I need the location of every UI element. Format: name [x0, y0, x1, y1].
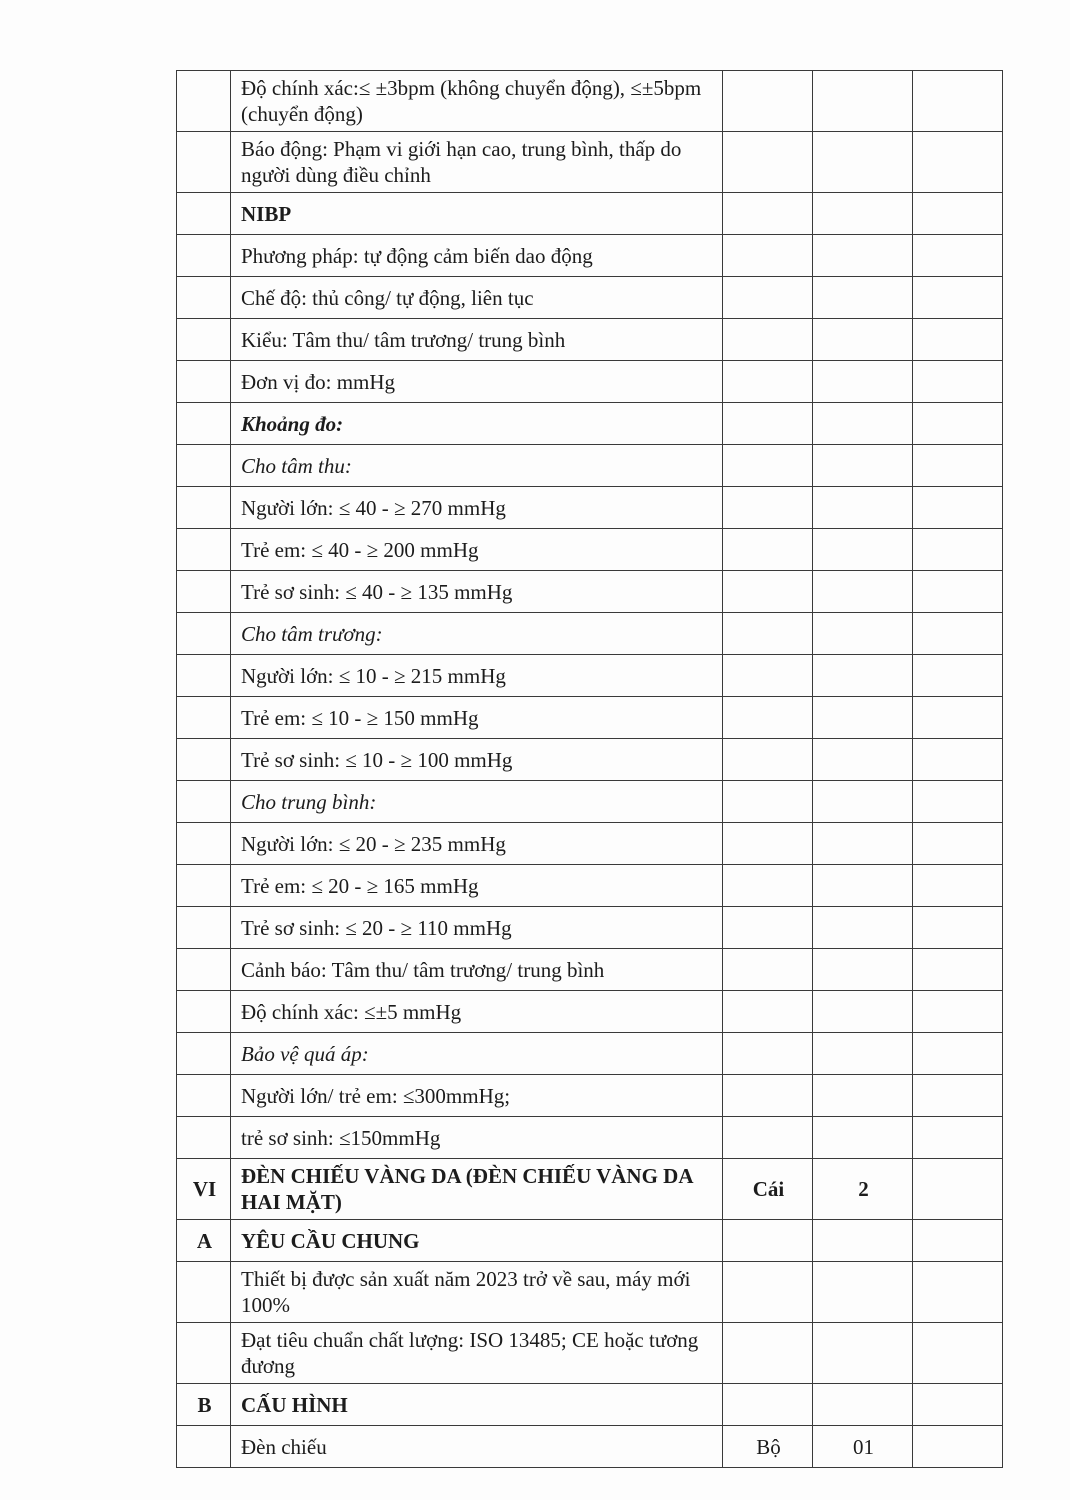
row-quantity-cell	[813, 1075, 913, 1117]
row-index-cell	[177, 1426, 231, 1468]
row-description-cell: Đạt tiêu chuẩn chất lượng: ISO 13485; CE hoặc tương đương	[231, 1323, 723, 1384]
row-index-cell	[177, 1117, 231, 1159]
row-index-cell	[177, 193, 231, 235]
table-row	[177, 71, 1003, 132]
table-row	[177, 1075, 1003, 1117]
row-index-cell	[177, 487, 231, 529]
row-quantity-cell	[813, 949, 913, 991]
row-index-cell	[177, 739, 231, 781]
row-description-cell: Kiểu: Tâm thu/ tâm trương/ trung bình	[231, 319, 723, 361]
row-index-cell	[177, 1323, 231, 1384]
row-index-cell	[177, 823, 231, 865]
row-note-cell	[913, 1323, 1003, 1384]
row-unit-cell	[723, 487, 813, 529]
row-note-cell	[913, 1384, 1003, 1426]
table-row	[177, 697, 1003, 739]
row-description-cell: YÊU CẦU CHUNG	[231, 1220, 723, 1262]
row-note-cell	[913, 1075, 1003, 1117]
table-row	[177, 403, 1003, 445]
row-description-cell: Độ chính xác: ≤±5 mmHg	[231, 991, 723, 1033]
spec-table-body	[177, 71, 1003, 1468]
row-note-cell	[913, 991, 1003, 1033]
table-row	[177, 361, 1003, 403]
row-note-cell	[913, 1262, 1003, 1323]
row-index-cell	[177, 697, 231, 739]
row-index-cell	[177, 319, 231, 361]
table-row	[177, 1117, 1003, 1159]
row-unit-cell	[723, 403, 813, 445]
row-unit-cell	[723, 655, 813, 697]
row-description-cell: Độ chính xác:≤ ±3bpm (không chuyển động), ≤±5bpm (chuyển động)	[231, 71, 723, 132]
table-row	[177, 1384, 1003, 1426]
row-index-cell: VI	[177, 1159, 231, 1220]
row-note-cell	[913, 571, 1003, 613]
row-quantity-cell	[813, 1117, 913, 1159]
table-row	[177, 319, 1003, 361]
row-quantity-cell	[813, 865, 913, 907]
row-note-cell	[913, 1426, 1003, 1468]
row-quantity-cell	[813, 361, 913, 403]
row-index-cell	[177, 991, 231, 1033]
table-row	[177, 739, 1003, 781]
row-index-cell: B	[177, 1384, 231, 1426]
table-row	[177, 235, 1003, 277]
row-note-cell	[913, 1033, 1003, 1075]
row-quantity-cell	[813, 403, 913, 445]
row-description-cell: Cảnh báo: Tâm thu/ tâm trương/ trung bình	[231, 949, 723, 991]
row-unit-cell	[723, 697, 813, 739]
row-description-cell: Cho tâm trương:	[231, 613, 723, 655]
row-description-cell: Cho tâm thu:	[231, 445, 723, 487]
row-unit-cell	[723, 361, 813, 403]
row-unit-cell	[723, 132, 813, 193]
row-description-cell: Trẻ sơ sinh: ≤ 10 - ≥ 100 mmHg	[231, 739, 723, 781]
table-row	[177, 613, 1003, 655]
row-index-cell	[177, 529, 231, 571]
row-unit-cell	[723, 949, 813, 991]
row-unit-cell: Bộ	[723, 1426, 813, 1468]
row-unit-cell	[723, 1220, 813, 1262]
row-quantity-cell	[813, 781, 913, 823]
row-description-cell: Trẻ sơ sinh: ≤ 20 - ≥ 110 mmHg	[231, 907, 723, 949]
row-unit-cell	[723, 865, 813, 907]
row-description-cell: Đèn chiếu	[231, 1426, 723, 1468]
row-index-cell	[177, 132, 231, 193]
row-note-cell	[913, 949, 1003, 991]
spec-table	[176, 70, 1003, 1468]
row-note-cell	[913, 655, 1003, 697]
table-row	[177, 193, 1003, 235]
row-unit-cell	[723, 1384, 813, 1426]
table-row	[177, 571, 1003, 613]
row-note-cell	[913, 1159, 1003, 1220]
row-quantity-cell	[813, 1323, 913, 1384]
table-row	[177, 445, 1003, 487]
row-index-cell	[177, 403, 231, 445]
row-quantity-cell	[813, 739, 913, 781]
row-unit-cell	[723, 1033, 813, 1075]
row-description-cell: Bảo vệ quá áp:	[231, 1033, 723, 1075]
row-unit-cell	[723, 235, 813, 277]
row-note-cell	[913, 613, 1003, 655]
row-note-cell	[913, 319, 1003, 361]
row-quantity-cell	[813, 991, 913, 1033]
row-note-cell	[913, 697, 1003, 739]
table-row	[177, 781, 1003, 823]
row-description-cell: CẤU HÌNH	[231, 1384, 723, 1426]
row-index-cell	[177, 907, 231, 949]
row-note-cell	[913, 71, 1003, 132]
row-note-cell	[913, 445, 1003, 487]
row-unit-cell	[723, 1262, 813, 1323]
row-description-cell: Cho trung bình:	[231, 781, 723, 823]
table-row	[177, 132, 1003, 193]
row-quantity-cell	[813, 1220, 913, 1262]
row-quantity-cell	[813, 445, 913, 487]
table-row	[177, 487, 1003, 529]
row-index-cell: A	[177, 1220, 231, 1262]
row-unit-cell	[723, 529, 813, 571]
row-quantity-cell	[813, 277, 913, 319]
table-row	[177, 1220, 1003, 1262]
row-quantity-cell	[813, 193, 913, 235]
table-row	[177, 529, 1003, 571]
table-row	[177, 1426, 1003, 1468]
row-unit-cell: Cái	[723, 1159, 813, 1220]
table-row	[177, 991, 1003, 1033]
row-unit-cell	[723, 1117, 813, 1159]
row-quantity-cell	[813, 319, 913, 361]
row-unit-cell	[723, 907, 813, 949]
row-note-cell	[913, 132, 1003, 193]
row-index-cell	[177, 1033, 231, 1075]
row-unit-cell	[723, 319, 813, 361]
row-description-cell: Người lớn: ≤ 40 - ≥ 270 mmHg	[231, 487, 723, 529]
table-row	[177, 655, 1003, 697]
row-note-cell	[913, 739, 1003, 781]
row-quantity-cell	[813, 132, 913, 193]
row-quantity-cell	[813, 235, 913, 277]
row-index-cell	[177, 277, 231, 319]
row-index-cell	[177, 361, 231, 403]
row-description-cell: NIBP	[231, 193, 723, 235]
row-description-cell: trẻ sơ sinh: ≤150mmHg	[231, 1117, 723, 1159]
row-quantity-cell	[813, 71, 913, 132]
row-description-cell: Trẻ em: ≤ 20 - ≥ 165 mmHg	[231, 865, 723, 907]
row-unit-cell	[723, 613, 813, 655]
row-note-cell	[913, 1220, 1003, 1262]
row-unit-cell	[723, 571, 813, 613]
row-description-cell: Thiết bị được sản xuất năm 2023 trở về sau, máy mới 100%	[231, 1262, 723, 1323]
row-unit-cell	[723, 1323, 813, 1384]
row-quantity-cell	[813, 823, 913, 865]
row-quantity-cell	[813, 529, 913, 571]
row-unit-cell	[723, 991, 813, 1033]
row-quantity-cell	[813, 1033, 913, 1075]
row-unit-cell	[723, 781, 813, 823]
row-index-cell	[177, 781, 231, 823]
row-unit-cell	[723, 193, 813, 235]
row-description-cell: Trẻ em: ≤ 40 - ≥ 200 mmHg	[231, 529, 723, 571]
row-description-cell: Người lớn: ≤ 10 - ≥ 215 mmHg	[231, 655, 723, 697]
row-description-cell: Người lớn: ≤ 20 - ≥ 235 mmHg	[231, 823, 723, 865]
row-unit-cell	[723, 71, 813, 132]
row-unit-cell	[723, 823, 813, 865]
row-note-cell	[913, 487, 1003, 529]
row-index-cell	[177, 71, 231, 132]
row-quantity-cell	[813, 487, 913, 529]
row-quantity-cell	[813, 655, 913, 697]
row-quantity-cell	[813, 613, 913, 655]
table-row	[177, 1159, 1003, 1220]
table-row	[177, 1033, 1003, 1075]
row-quantity-cell: 2	[813, 1159, 913, 1220]
table-row	[177, 1262, 1003, 1323]
row-note-cell	[913, 277, 1003, 319]
row-note-cell	[913, 865, 1003, 907]
row-description-cell: Trẻ em: ≤ 10 - ≥ 150 mmHg	[231, 697, 723, 739]
row-index-cell	[177, 655, 231, 697]
row-description-cell: Trẻ sơ sinh: ≤ 40 - ≥ 135 mmHg	[231, 571, 723, 613]
row-note-cell	[913, 1117, 1003, 1159]
row-unit-cell	[723, 277, 813, 319]
row-unit-cell	[723, 445, 813, 487]
row-index-cell	[177, 949, 231, 991]
row-quantity-cell	[813, 907, 913, 949]
row-note-cell	[913, 781, 1003, 823]
row-unit-cell	[723, 739, 813, 781]
row-index-cell	[177, 865, 231, 907]
row-quantity-cell	[813, 1262, 913, 1323]
row-description-cell: ĐÈN CHIẾU VÀNG DA (ĐÈN CHIẾU VÀNG DA HAI MẶT)	[231, 1159, 723, 1220]
row-index-cell	[177, 571, 231, 613]
row-quantity-cell	[813, 1384, 913, 1426]
row-description-cell: Báo động: Phạm vi giới hạn cao, trung bình, thấp do người dùng điều chỉnh	[231, 132, 723, 193]
row-index-cell	[177, 613, 231, 655]
row-quantity-cell	[813, 697, 913, 739]
row-quantity-cell	[813, 571, 913, 613]
row-note-cell	[913, 529, 1003, 571]
row-quantity-cell: 01	[813, 1426, 913, 1468]
row-index-cell	[177, 235, 231, 277]
row-index-cell	[177, 1075, 231, 1117]
row-description-cell: Khoảng đo:	[231, 403, 723, 445]
row-index-cell	[177, 445, 231, 487]
table-row	[177, 907, 1003, 949]
row-description-cell: Đơn vị đo: mmHg	[231, 361, 723, 403]
row-index-cell	[177, 1262, 231, 1323]
table-row	[177, 823, 1003, 865]
row-note-cell	[913, 403, 1003, 445]
row-note-cell	[913, 193, 1003, 235]
table-row	[177, 1323, 1003, 1384]
table-row	[177, 277, 1003, 319]
row-note-cell	[913, 235, 1003, 277]
row-unit-cell	[723, 1075, 813, 1117]
row-description-cell: Chế độ: thủ công/ tự động, liên tục	[231, 277, 723, 319]
row-note-cell	[913, 907, 1003, 949]
row-note-cell	[913, 823, 1003, 865]
row-note-cell	[913, 361, 1003, 403]
row-description-cell: Phương pháp: tự động cảm biến dao động	[231, 235, 723, 277]
table-row	[177, 949, 1003, 991]
table-row	[177, 865, 1003, 907]
row-description-cell: Người lớn/ trẻ em: ≤300mmHg;	[231, 1075, 723, 1117]
